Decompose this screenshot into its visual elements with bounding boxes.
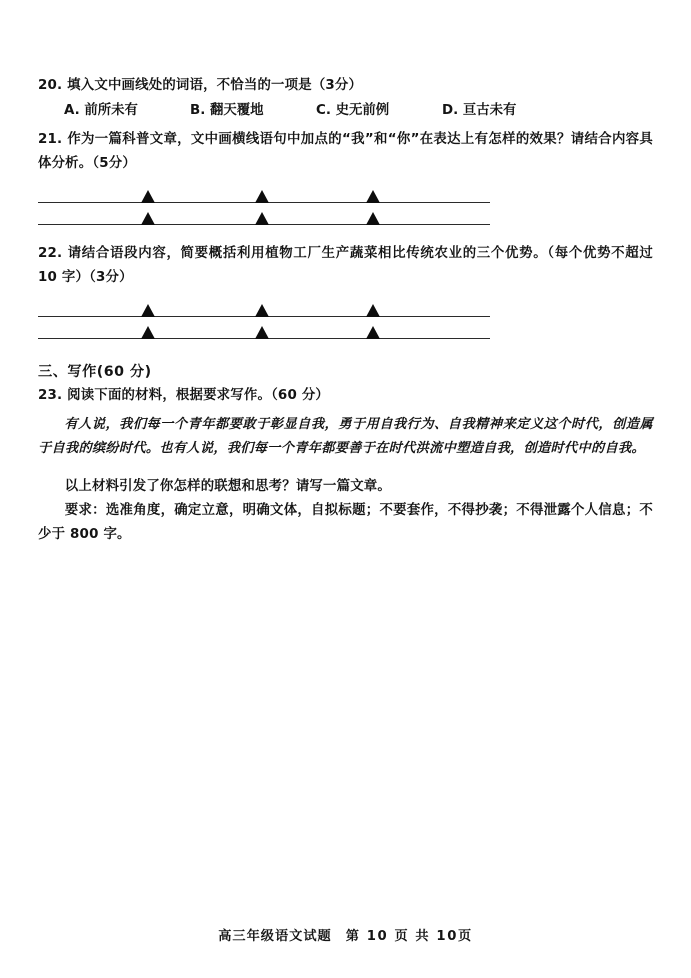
question-22-stem: 22. 请结合语段内容，简要概括利用植物工厂生产蔬菜相比传统农业的三个优势。（每个优势不超过 10 字）（3分） xyxy=(38,246,653,285)
triangle-marker-icon xyxy=(141,190,155,203)
triangle-marker-icon xyxy=(255,304,269,317)
triangle-marker-icon xyxy=(366,212,380,225)
material-paragraph: 有人说，我们每一个青年都要敢于彰显自我，勇于用自我行为、自我精神来定义这个时代，创造属于自我的缤纷时代。也有人说，我们每一个青年都要善于在时代洪流中塑造自我，创造时代中的自我。 xyxy=(38,417,653,456)
footer-title: 高三年级语文试题 xyxy=(218,929,332,944)
triangle-marker-icon xyxy=(255,326,269,339)
writing-requirement: 要求：选准角度，确定立意，明确文体，自拟标题；不要套作，不得抄袭；不得泄露个人信息；不少于 800 字。 xyxy=(38,503,653,542)
answer-line[interactable] xyxy=(38,206,490,228)
triangle-marker-icon xyxy=(141,212,155,225)
triangle-marker-icon xyxy=(255,212,269,225)
answer-line[interactable] xyxy=(38,184,490,206)
question-22-answer-area[interactable] xyxy=(38,298,490,342)
triangle-marker-icon xyxy=(141,304,155,317)
spacer xyxy=(38,461,653,475)
question-23-material xyxy=(38,413,653,461)
page-content xyxy=(38,74,653,547)
option-c[interactable]: C. 史无前例 xyxy=(316,103,390,118)
triangle-marker-icon xyxy=(141,326,155,339)
writing-task: 以上材料引发了你怎样的联想和思考？请写一篇文章。 xyxy=(64,479,391,494)
question-23-prompt xyxy=(38,475,653,547)
question-21-answer-area[interactable] xyxy=(38,184,490,228)
answer-line[interactable] xyxy=(38,298,490,320)
answer-line[interactable] xyxy=(38,320,490,342)
question-20-stem: 20. 填入文中画线处的词语，不恰当的一项是（3分） xyxy=(38,78,363,93)
triangle-marker-icon xyxy=(366,326,380,339)
question-23-stem: 23. 阅读下面的材料，根据要求写作。（60 分） xyxy=(38,388,330,403)
spacer xyxy=(38,232,653,242)
triangle-marker-icon xyxy=(366,190,380,203)
footer-pager: 第 10 页 共 10页 xyxy=(345,929,473,944)
option-b[interactable]: B. 翻天覆地 xyxy=(190,103,264,118)
triangle-marker-icon xyxy=(366,304,380,317)
question-21-stem: 21. 作为一篇科普文章，文中画横线语句中加点的“我”和“你”在表达上有怎样的效果？请结合内容具体分析。（5分） xyxy=(38,132,653,171)
triangle-marker-icon xyxy=(255,190,269,203)
question-20-options xyxy=(38,99,653,122)
option-a[interactable]: A. 前所未有 xyxy=(64,103,138,118)
section-heading-writing: 三、写作(60 分) xyxy=(38,364,152,380)
option-d[interactable]: D. 亘古未有 xyxy=(442,103,517,118)
page-footer xyxy=(0,925,691,944)
